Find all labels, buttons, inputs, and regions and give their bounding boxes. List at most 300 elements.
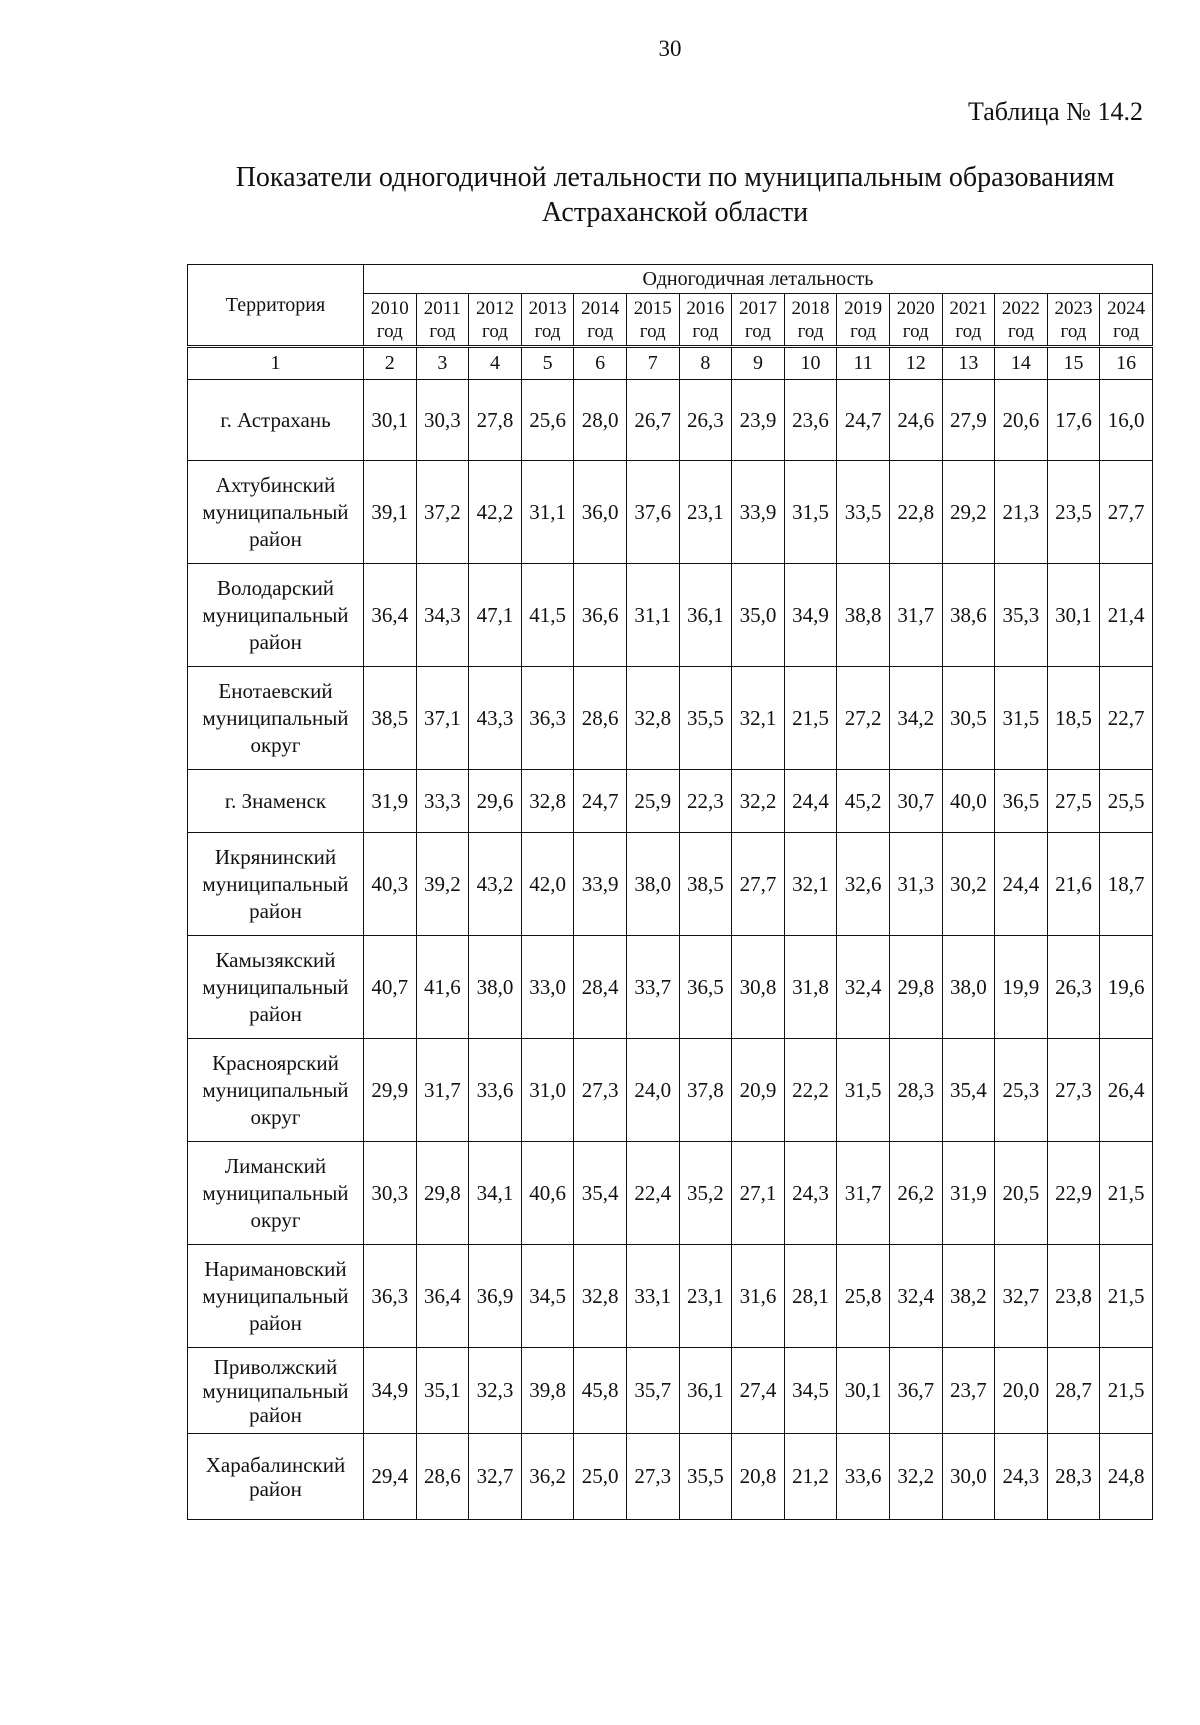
territory-name-line: Приволжский — [213, 1354, 338, 1379]
lethality-value: 34,3 — [416, 564, 469, 667]
lethality-value: 38,0 — [626, 833, 679, 936]
lethality-value: 37,8 — [679, 1039, 732, 1142]
territory-name-line: район — [249, 526, 302, 551]
lethality-value: 35,2 — [679, 1142, 732, 1245]
lethality-value: 29,9 — [364, 1039, 417, 1142]
lethality-value: 32,1 — [784, 833, 837, 936]
territory-name-line: Икрянинский — [214, 844, 337, 869]
year-word: год — [587, 320, 614, 342]
lethality-value: 30,3 — [416, 380, 469, 461]
year-value: 2013 — [528, 297, 567, 319]
lethality-value: 37,1 — [416, 667, 469, 770]
lethality-table — [187, 264, 1153, 1520]
lethality-value: 40,6 — [521, 1142, 574, 1245]
territory-name-line: район — [249, 1402, 302, 1427]
year-header — [1100, 294, 1153, 347]
lethality-value: 33,1 — [626, 1245, 679, 1348]
lethality-value: 32,2 — [889, 1434, 942, 1520]
lethality-value: 35,1 — [416, 1348, 469, 1434]
lethality-value: 22,3 — [679, 770, 732, 833]
territory-name — [188, 1245, 364, 1348]
table-row — [188, 1142, 1153, 1245]
territory-name-line: Енотаевский — [218, 678, 333, 703]
column-number: 2 — [364, 347, 417, 380]
lethality-value: 29,8 — [416, 1142, 469, 1245]
column-number: 3 — [416, 347, 469, 380]
lethality-value: 34,9 — [364, 1348, 417, 1434]
territory-name-line: район — [249, 1476, 302, 1501]
lethality-value: 27,2 — [837, 667, 890, 770]
lethality-value: 32,8 — [521, 770, 574, 833]
lethality-value: 39,8 — [521, 1348, 574, 1434]
table-row — [188, 833, 1153, 936]
lethality-value: 24,7 — [574, 770, 627, 833]
year-header — [626, 294, 679, 347]
territory-name-line: район — [249, 898, 302, 923]
lethality-value: 27,8 — [469, 380, 522, 461]
lethality-value: 36,2 — [521, 1434, 574, 1520]
column-number: 10 — [784, 347, 837, 380]
year-header — [784, 294, 837, 347]
lethality-value: 31,5 — [995, 667, 1048, 770]
year-word: год — [1060, 320, 1087, 342]
lethality-value: 24,4 — [995, 833, 1048, 936]
lethality-value: 21,4 — [1100, 564, 1153, 667]
lethality-value: 23,6 — [784, 380, 837, 461]
lethality-value: 28,3 — [889, 1039, 942, 1142]
territory-name-line: округ — [250, 1207, 301, 1232]
lethality-value: 30,1 — [1047, 564, 1100, 667]
year-value: 2018 — [791, 297, 830, 319]
territory-header: Территория — [188, 265, 364, 347]
year-header — [837, 294, 890, 347]
column-number: 12 — [889, 347, 942, 380]
lethality-value: 34,9 — [784, 564, 837, 667]
year-header — [732, 294, 785, 347]
title-line-1: Показатели одногодичной летальности по муниципальным образованиям — [235, 162, 1115, 193]
lethality-value: 31,9 — [942, 1142, 995, 1245]
lethality-value: 38,8 — [837, 564, 890, 667]
lethality-value: 28,3 — [1047, 1434, 1100, 1520]
table-row — [188, 770, 1153, 833]
territory-name-line: округ — [250, 732, 301, 757]
table-row — [188, 1039, 1153, 1142]
lethality-value: 30,0 — [942, 1434, 995, 1520]
territory-name-line: округ — [250, 1104, 301, 1129]
lethality-value: 33,7 — [626, 936, 679, 1039]
lethality-value: 21,5 — [784, 667, 837, 770]
year-word: год — [1007, 320, 1034, 342]
lethality-value: 38,0 — [469, 936, 522, 1039]
territory-name — [188, 770, 364, 833]
year-value: 2020 — [896, 297, 935, 319]
territory-name-line: Лиманский — [224, 1153, 327, 1178]
year-value: 2022 — [1001, 297, 1040, 319]
lethality-value: 31,1 — [626, 564, 679, 667]
lethality-value: 33,3 — [416, 770, 469, 833]
lethality-value: 27,7 — [1100, 461, 1153, 564]
lethality-value: 32,3 — [469, 1348, 522, 1434]
table-label: Таблица № 14.2 — [967, 97, 1143, 126]
lethality-value: 31,3 — [889, 833, 942, 936]
lethality-value: 47,1 — [469, 564, 522, 667]
lethality-value: 27,9 — [942, 380, 995, 461]
lethality-value: 37,2 — [416, 461, 469, 564]
year-word: год — [639, 320, 666, 342]
year-word: год — [744, 320, 771, 342]
lethality-value: 31,1 — [521, 461, 574, 564]
lethality-value: 32,4 — [837, 936, 890, 1039]
lethality-value: 30,1 — [364, 380, 417, 461]
lethality-value: 22,4 — [626, 1142, 679, 1245]
lethality-value: 29,6 — [469, 770, 522, 833]
year-header — [679, 294, 732, 347]
lethality-value: 35,5 — [679, 1434, 732, 1520]
lethality-value: 27,3 — [626, 1434, 679, 1520]
lethality-value: 21,5 — [1100, 1245, 1153, 1348]
lethality-value: 27,3 — [1047, 1039, 1100, 1142]
lethality-value: 31,0 — [521, 1039, 574, 1142]
lethality-value: 42,0 — [521, 833, 574, 936]
lethality-value: 18,5 — [1047, 667, 1100, 770]
year-value: 2019 — [844, 297, 883, 319]
lethality-value: 31,7 — [416, 1039, 469, 1142]
lethality-value: 27,3 — [574, 1039, 627, 1142]
lethality-value: 25,3 — [995, 1039, 1048, 1142]
lethality-value: 39,1 — [364, 461, 417, 564]
territory-name-line: г. Астрахань — [220, 407, 331, 432]
lethality-value: 36,5 — [995, 770, 1048, 833]
territory-name — [188, 833, 364, 936]
year-header — [469, 294, 522, 347]
lethality-value: 24,4 — [784, 770, 837, 833]
column-number: 9 — [732, 347, 785, 380]
lethality-value: 35,3 — [995, 564, 1048, 667]
lethality-value: 22,2 — [784, 1039, 837, 1142]
lethality-value: 28,7 — [1047, 1348, 1100, 1434]
column-number: 5 — [521, 347, 574, 380]
document-title — [170, 160, 1180, 230]
lethality-value: 33,6 — [837, 1434, 890, 1520]
year-header — [1047, 294, 1100, 347]
lethality-value: 32,7 — [995, 1245, 1048, 1348]
lethality-value: 38,2 — [942, 1245, 995, 1348]
year-value: 2021 — [949, 297, 988, 319]
territory-name-line: муниципальный — [202, 974, 349, 999]
lethality-value: 41,5 — [521, 564, 574, 667]
territory-name-line: муниципальный — [202, 602, 349, 627]
lethality-value: 40,7 — [364, 936, 417, 1039]
lethality-value: 24,6 — [889, 380, 942, 461]
territory-name-line: Камызякский — [215, 947, 336, 972]
year-word: год — [850, 320, 877, 342]
lethality-value: 29,8 — [889, 936, 942, 1039]
table-row — [188, 564, 1153, 667]
territory-name-line: район — [249, 1310, 302, 1335]
lethality-value: 23,8 — [1047, 1245, 1100, 1348]
year-header — [889, 294, 942, 347]
lethality-value: 30,1 — [837, 1348, 890, 1434]
lethality-value: 30,8 — [732, 936, 785, 1039]
lethality-value: 21,6 — [1047, 833, 1100, 936]
lethality-value: 36,1 — [679, 1348, 732, 1434]
lethality-value: 31,5 — [784, 461, 837, 564]
territory-name-line: муниципальный — [202, 499, 349, 524]
lethality-value: 36,3 — [521, 667, 574, 770]
territory-name-line: муниципальный — [202, 1378, 349, 1403]
territory-name — [188, 936, 364, 1039]
year-word: год — [534, 320, 561, 342]
lethality-value: 36,4 — [416, 1245, 469, 1348]
year-word: год — [902, 320, 929, 342]
territory-name-line: Наримановский — [204, 1256, 347, 1281]
lethality-value: 31,8 — [784, 936, 837, 1039]
lethality-value: 33,9 — [732, 461, 785, 564]
column-number: 13 — [942, 347, 995, 380]
lethality-value: 36,4 — [364, 564, 417, 667]
table-row — [188, 380, 1153, 461]
lethality-value: 18,7 — [1100, 833, 1153, 936]
lethality-value: 28,4 — [574, 936, 627, 1039]
lethality-value: 34,1 — [469, 1142, 522, 1245]
lethality-value: 26,2 — [889, 1142, 942, 1245]
territory-name-line: Володарский — [216, 575, 335, 600]
lethality-value: 32,8 — [626, 667, 679, 770]
table-row — [188, 1245, 1153, 1348]
lethality-value: 30,7 — [889, 770, 942, 833]
lethality-value: 31,5 — [837, 1039, 890, 1142]
column-number: 14 — [995, 347, 1048, 380]
lethality-value: 25,6 — [521, 380, 574, 461]
column-number: 6 — [574, 347, 627, 380]
lethality-value: 33,5 — [837, 461, 890, 564]
lethality-value: 37,6 — [626, 461, 679, 564]
territory-name — [188, 564, 364, 667]
year-word: год — [1113, 320, 1140, 342]
lethality-value: 35,7 — [626, 1348, 679, 1434]
lethality-value: 39,2 — [416, 833, 469, 936]
lethality-value: 34,2 — [889, 667, 942, 770]
title-line-2: Астраханской области — [541, 197, 809, 228]
lethality-value: 16,0 — [1100, 380, 1153, 461]
lethality-value: 27,1 — [732, 1142, 785, 1245]
lethality-value: 36,7 — [889, 1348, 942, 1434]
year-value: 2012 — [475, 297, 514, 319]
lethality-value: 31,9 — [364, 770, 417, 833]
table-row — [188, 1434, 1153, 1520]
lethality-value: 40,0 — [942, 770, 995, 833]
lethality-value: 32,4 — [889, 1245, 942, 1348]
lethality-value: 33,9 — [574, 833, 627, 936]
territory-name-line: муниципальный — [202, 705, 349, 730]
territory-name — [188, 380, 364, 461]
lethality-value: 35,5 — [679, 667, 732, 770]
year-value: 2016 — [686, 297, 725, 319]
lethality-value: 17,6 — [1047, 380, 1100, 461]
year-header — [995, 294, 1048, 347]
lethality-value: 27,4 — [732, 1348, 785, 1434]
lethality-value: 26,4 — [1100, 1039, 1153, 1142]
lethality-value: 43,2 — [469, 833, 522, 936]
lethality-value: 33,6 — [469, 1039, 522, 1142]
lethality-value: 29,2 — [942, 461, 995, 564]
lethality-value: 31,7 — [889, 564, 942, 667]
territory-name — [188, 1039, 364, 1142]
lethality-value: 25,8 — [837, 1245, 890, 1348]
lethality-value: 20,5 — [995, 1142, 1048, 1245]
year-header — [521, 294, 574, 347]
year-header — [416, 294, 469, 347]
lethality-value: 24,3 — [995, 1434, 1048, 1520]
lethality-value: 20,6 — [995, 380, 1048, 461]
lethality-value: 20,9 — [732, 1039, 785, 1142]
lethality-value: 23,9 — [732, 380, 785, 461]
year-value: 2014 — [581, 297, 620, 319]
lethality-value: 35,0 — [732, 564, 785, 667]
header-row-group — [188, 265, 1153, 294]
column-number: 1 — [188, 347, 364, 380]
lethality-value: 36,9 — [469, 1245, 522, 1348]
year-header — [364, 294, 417, 347]
lethality-value: 31,6 — [732, 1245, 785, 1348]
lethality-value: 25,5 — [1100, 770, 1153, 833]
lethality-value: 21,5 — [1100, 1348, 1153, 1434]
lethality-value: 27,5 — [1047, 770, 1100, 833]
year-value: 2024 — [1107, 297, 1146, 319]
year-word: год — [692, 320, 719, 342]
lethality-value: 22,9 — [1047, 1142, 1100, 1245]
lethality-value: 25,0 — [574, 1434, 627, 1520]
lethality-value: 20,8 — [732, 1434, 785, 1520]
lethality-value: 28,6 — [574, 667, 627, 770]
lethality-value: 23,1 — [679, 1245, 732, 1348]
page-number: 30 — [658, 36, 682, 61]
lethality-value: 26,3 — [1047, 936, 1100, 1039]
lethality-value: 26,7 — [626, 380, 679, 461]
table-row — [188, 1348, 1153, 1434]
lethality-value: 21,3 — [995, 461, 1048, 564]
lethality-value: 38,5 — [679, 833, 732, 936]
lethality-value: 21,5 — [1100, 1142, 1153, 1245]
lethality-value: 27,7 — [732, 833, 785, 936]
column-number: 15 — [1047, 347, 1100, 380]
column-number-row — [188, 347, 1153, 380]
lethality-value: 35,4 — [942, 1039, 995, 1142]
territory-name — [188, 667, 364, 770]
territory-name — [188, 461, 364, 564]
territory-name — [188, 1434, 364, 1520]
table-row — [188, 936, 1153, 1039]
lethality-value: 38,0 — [942, 936, 995, 1039]
territory-name — [188, 1348, 364, 1434]
lethality-value: 29,4 — [364, 1434, 417, 1520]
lethality-value: 36,1 — [679, 564, 732, 667]
lethality-value: 24,7 — [837, 380, 890, 461]
territory-name-line: Красноярский — [212, 1050, 339, 1075]
lethality-value: 34,5 — [521, 1245, 574, 1348]
territory-name-line: район — [249, 629, 302, 654]
year-header — [942, 294, 995, 347]
territory-name-line: Харабалинский — [205, 1452, 346, 1477]
year-value: 2010 — [370, 297, 409, 319]
lethality-value: 24,0 — [626, 1039, 679, 1142]
lethality-value: 19,9 — [995, 936, 1048, 1039]
lethality-value: 45,8 — [574, 1348, 627, 1434]
year-word: год — [482, 320, 508, 342]
year-value: 2023 — [1054, 297, 1093, 319]
lethality-value: 26,3 — [679, 380, 732, 461]
territory-name — [188, 1142, 364, 1245]
group-header: Одногодичная летальность — [364, 265, 1153, 294]
lethality-value: 22,7 — [1100, 667, 1153, 770]
lethality-value: 23,7 — [942, 1348, 995, 1434]
lethality-value: 23,1 — [679, 461, 732, 564]
lethality-value: 32,2 — [732, 770, 785, 833]
lethality-value: 34,5 — [784, 1348, 837, 1434]
lethality-value: 33,0 — [521, 936, 574, 1039]
column-number: 4 — [469, 347, 522, 380]
lethality-value: 42,2 — [469, 461, 522, 564]
lethality-value: 43,3 — [469, 667, 522, 770]
column-number: 7 — [626, 347, 679, 380]
lethality-value: 28,1 — [784, 1245, 837, 1348]
table-row — [188, 461, 1153, 564]
lethality-value: 24,8 — [1100, 1434, 1153, 1520]
lethality-value: 35,4 — [574, 1142, 627, 1245]
lethality-value: 32,8 — [574, 1245, 627, 1348]
lethality-value: 22,8 — [889, 461, 942, 564]
lethality-value: 21,2 — [784, 1434, 837, 1520]
lethality-value: 36,0 — [574, 461, 627, 564]
territory-name-line: муниципальный — [202, 1180, 349, 1205]
lethality-value: 36,3 — [364, 1245, 417, 1348]
lethality-value: 40,3 — [364, 833, 417, 936]
territory-name-line: г. Знаменск — [224, 788, 327, 813]
lethality-value: 36,5 — [679, 936, 732, 1039]
year-value: 2017 — [738, 297, 777, 319]
territory-name-line: муниципальный — [202, 1283, 349, 1308]
year-header — [574, 294, 627, 347]
year-value: 2011 — [423, 297, 462, 319]
territory-name-line: район — [249, 1001, 302, 1026]
territory-name-line: муниципальный — [202, 871, 349, 896]
column-number: 16 — [1100, 347, 1153, 380]
lethality-value: 23,5 — [1047, 461, 1100, 564]
lethality-value: 45,2 — [837, 770, 890, 833]
lethality-value: 38,5 — [364, 667, 417, 770]
year-word: год — [429, 320, 456, 342]
territory-name-line: Ахтубинский — [215, 472, 336, 497]
lethality-value: 30,5 — [942, 667, 995, 770]
column-number: 11 — [837, 347, 890, 380]
lethality-value: 32,6 — [837, 833, 890, 936]
lethality-value: 32,1 — [732, 667, 785, 770]
lethality-value: 30,3 — [364, 1142, 417, 1245]
lethality-value: 25,9 — [626, 770, 679, 833]
column-number: 8 — [679, 347, 732, 380]
lethality-value: 31,7 — [837, 1142, 890, 1245]
lethality-value: 28,0 — [574, 380, 627, 461]
year-word: год — [955, 320, 982, 342]
territory-name-line: муниципальный — [202, 1077, 349, 1102]
year-word: год — [797, 320, 824, 342]
year-word: год — [376, 320, 403, 342]
lethality-value: 32,7 — [469, 1434, 522, 1520]
lethality-value: 20,0 — [995, 1348, 1048, 1434]
year-value: 2015 — [633, 297, 672, 319]
lethality-value: 30,2 — [942, 833, 995, 936]
lethality-value: 19,6 — [1100, 936, 1153, 1039]
